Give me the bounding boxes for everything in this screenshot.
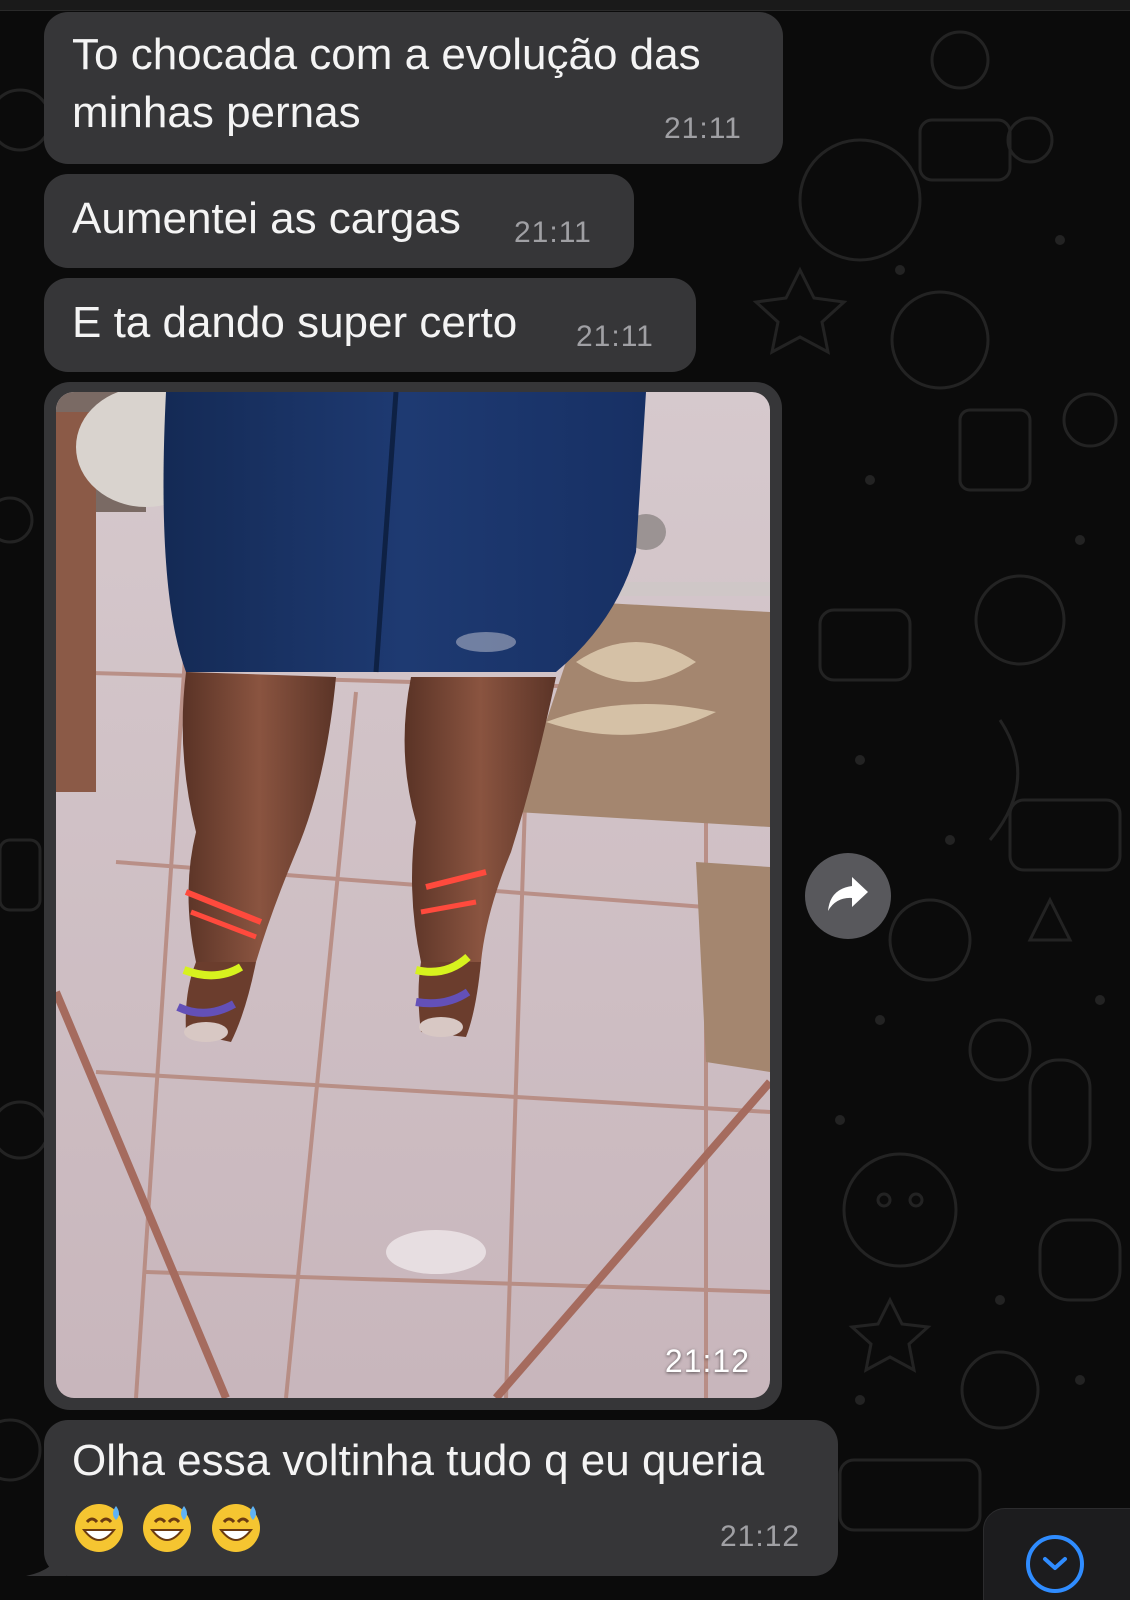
message-time: 21:11 <box>664 112 742 145</box>
photo-leg-mirror-selfie[interactable] <box>56 392 770 1398</box>
message-bubble[interactable] <box>44 278 696 372</box>
photo-message-bubble[interactable] <box>44 382 782 1410</box>
grinning-sweat-emoji <box>140 1500 194 1554</box>
message-time: 21:11 <box>514 216 592 249</box>
photo-time: 21:12 <box>664 1343 750 1379</box>
message-bubble[interactable] <box>44 12 783 164</box>
forward-arrow-icon <box>826 875 870 918</box>
message-text: Olha essa voltinha tudo q eu queria <box>72 1436 765 1485</box>
bubble-tail <box>26 1546 66 1576</box>
message-text: To chocada com a evolução das minhas pernas <box>72 30 701 137</box>
forward-button[interactable] <box>805 853 891 939</box>
scroll-to-bottom-button[interactable] <box>983 1508 1130 1600</box>
message-bubble[interactable] <box>44 174 634 268</box>
message-bubble[interactable] <box>44 1420 838 1576</box>
chevron-down-icon <box>1026 1535 1084 1593</box>
message-text: E ta dando super certo <box>72 298 518 347</box>
message-text: Aumentei as cargas <box>72 194 461 243</box>
emoji-row <box>72 1500 273 1554</box>
grinning-sweat-emoji <box>72 1500 126 1554</box>
message-time: 21:11 <box>576 320 654 353</box>
message-time: 21:12 <box>720 1520 801 1553</box>
grinning-sweat-emoji <box>209 1500 263 1554</box>
